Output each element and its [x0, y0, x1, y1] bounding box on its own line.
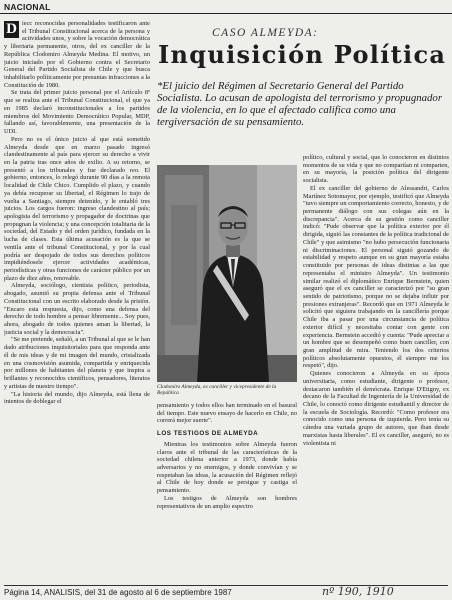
deck: *El juicio del Régimen al Secretario General del Partido Socialista. Lo acusan de apologista del terrorismo y propugnador de la violencia, en lo que el afectado califica como una tergiversación de su pensamiento.: [157, 80, 443, 129]
col1-paragraph: Pero no es el único juicio al que está sometido Almeyda desde que en marzo pasado ingresó clandestinamente al país para ejercer su derecho a vivir en la patria tras once años de exilio. A su retorno, se presentó a los tribunales y fue declarado reo. El gobierno, entonces, lo relegó durante 90 días a la remota localidad de Chile Chico. Cumplido el plazo, y cuando ya debía recuperar su libertad, el Régimen lo trajo de vuelta a Santiago, siempre detenido, y le entabló tres juicios. Los cargos fueron: ingreso clandestino al país; apologista del terrorismo y propagador de doctrinas que propugnan la violencia; y una concepción totalitaria de la sociedad, del Estado y del orden jurídico, fundada en la lucha de clases. Esta última acusación es la que se ventila ante el tribunal Constitucional, y por la cual podría ser despojado de todos sus derechos políticos impidiéndosele ejercer actividades académicas, periodísticas y otras funciones de carácter público por un plazo de diez años, renovable.: [4, 135, 150, 282]
col1-paragraph: Almeyda, sociólogo, cientista político, periodista, abogado, asumió su propia defensa ante el Tribunal Constitucional con un escrito elaborado desde la prisión. "Encaro esta respuesta, dijo, como una defensa del derecho de todo hombre a pensar libremente... Soy pues, ahora, abogado de todos quienes aman la libertad, la justicia social y la democracia".: [4, 282, 150, 336]
col2-paragraph: pensamiento y todos ellos han terminado en el basural del tiempo. Este nuevo ensayo de hacerlo en Chile, no correrá mejor suerte".: [157, 402, 297, 425]
footer-text: Página 14, ANALISIS, del 31 de agosto al 6 de septiembre 1987: [4, 588, 232, 597]
drop-cap: D: [4, 21, 19, 38]
col2-paragraph: Los testigos de Almeyda son hombres representativos de un amplio espectro: [157, 494, 297, 510]
top-rule: [0, 13, 452, 14]
col3-paragraph: político, cultural y social, que lo conocieron en distintos momentos de su vida y que no compartían ni comparten, en su mayoría, la posición política del dirigente socialista.: [303, 154, 449, 185]
column-3: [303, 154, 449, 584]
column-1: [4, 20, 150, 585]
subhead: LOS TESTIGOS DE ALMEYDA: [157, 430, 259, 438]
portrait-photo: [157, 165, 297, 382]
col1-paragraph: "Se me pretende, señaló, a un Tribunal al que se le han dado atribuciones inquisitoriales para que responda ante él de mis ideas y de mi imagen del mundo, cristalizada en una cosmovisión asumida, compartida y enriquecida por millones de habitantes del planeta y que inspira a brillantes y reconocidos científicos, pensadores, literatos y artistas de nuestro tiempo".: [4, 336, 150, 390]
headline: Inquisición Política: [158, 40, 447, 69]
kicker: CASO ALMEYDA:: [212, 27, 319, 39]
footer: [4, 585, 448, 597]
column-2: [157, 402, 297, 584]
handwritten-note: nº 190, 1910: [322, 585, 394, 598]
section-label: NACIONAL: [4, 2, 51, 12]
col3-paragraph: El ex canciller del gobierno de Alessandri, Carlos Martínez Sotomayor, por ejemplo, testificó que Almeyda "tuvo siempre un comportamiento correcto, honesto, y de permanente diálogo con sus colegas aún en la discrepancia". Acerca de su gestión como canciller indicó: "Pude observar que la política exterior por él dirigida, siguió las constantes de la política tradicional de Chile" y que asimismo "no hubo persecución funcionaria ni discriminaciones. El personal siguió gozando de estabilidad y respeto aunque en su gran mayoría estaba constituido por personas de ideas distintas a las que representaba el ministro Almeyda". Un testimonio similar realizó el diplomático Enrique Bernstein, quien aseguró que el ex canciller se caracterizó por "su gran sentido de patriotismo, porque no se dejaba influir por presiones extranjeras". Recordó que en 1971 Almeyda le solicitó que siguiera trabajando en la cancillería porque Chile iba a pasar por una circunstancia de política exterior difícil y necesitaba contar con gente con experiencia. Bernstein accedió y cuenta: "Pude apreciar a un hombre que se desempeñó como buen canciller, con gran amplitud de mira. Teniendo los dos criterios políticos absolutamente opuestos, él siempre me los respetó", dijo.: [303, 184, 449, 370]
col3-paragraph: Quienes conocieron a Almeyda en su época universitaria, como estudiante, dirigente o profesor, destacaron también el demócrata. Enrique D'Etigny, ex decano de la Facultad de Ingeniería de la Universidad de Chile, lo conoció como dirigente estudiantil y director de la escuela de Sociología. Recordó: "Como profesor era conocido como una persona de izquierda. Pero tenía su cátedra una variada grupo de autores, que iban desde marxistas hasta liberales". El ex canciller, aseguró, no es violentista ni: [303, 370, 449, 447]
col1-paragraph: iecc reconocidas personalidades testificaron ante el Tribunal Constitucional acerca de la persona y actividades unos, y sobre la vocación democrática y libertaria permanente, otros, del ex canciller de la República Clodomiro Almeyda Medina. El motivo, un juicio iniciado por el Gobierno contra el Secretario General del Partido Socialista de Chile y que busca inhabilitarlo políticamente por presuntas infracciones a la Constitución de 1980.: [4, 20, 150, 89]
col2-paragraph: Mientras los testimonios sobre Almeyda fueron claros ante el tribunal de las características de la sociedad chilena anterior a 1973, donde había adversarios y no enemigos, y donde convivían y se respetaban las ideas, la acusación del Régimen reflejó al Chile de hoy donde se persigue y castiga el pensamiento.: [157, 440, 297, 495]
col1-paragraph: Se trata del primer juicio personal por el Artículo 8º que se realiza ante el Tribunal Constitucional, el que ya en 1985 declaró inconstitucionales a los partidos miembros del Movimiento Democrático Popular, MDP, fallando así, favorablemente, una presentación de la UDI.: [4, 89, 150, 136]
photo-caption: Clodomiro Almeyda, ex canciller y vicepresidente de la República: [157, 384, 277, 397]
photo: [157, 165, 297, 382]
col1-paragraph: "La historia del mundo, dijo Almeyda, está llena de intentos de doblegar el: [4, 390, 150, 406]
